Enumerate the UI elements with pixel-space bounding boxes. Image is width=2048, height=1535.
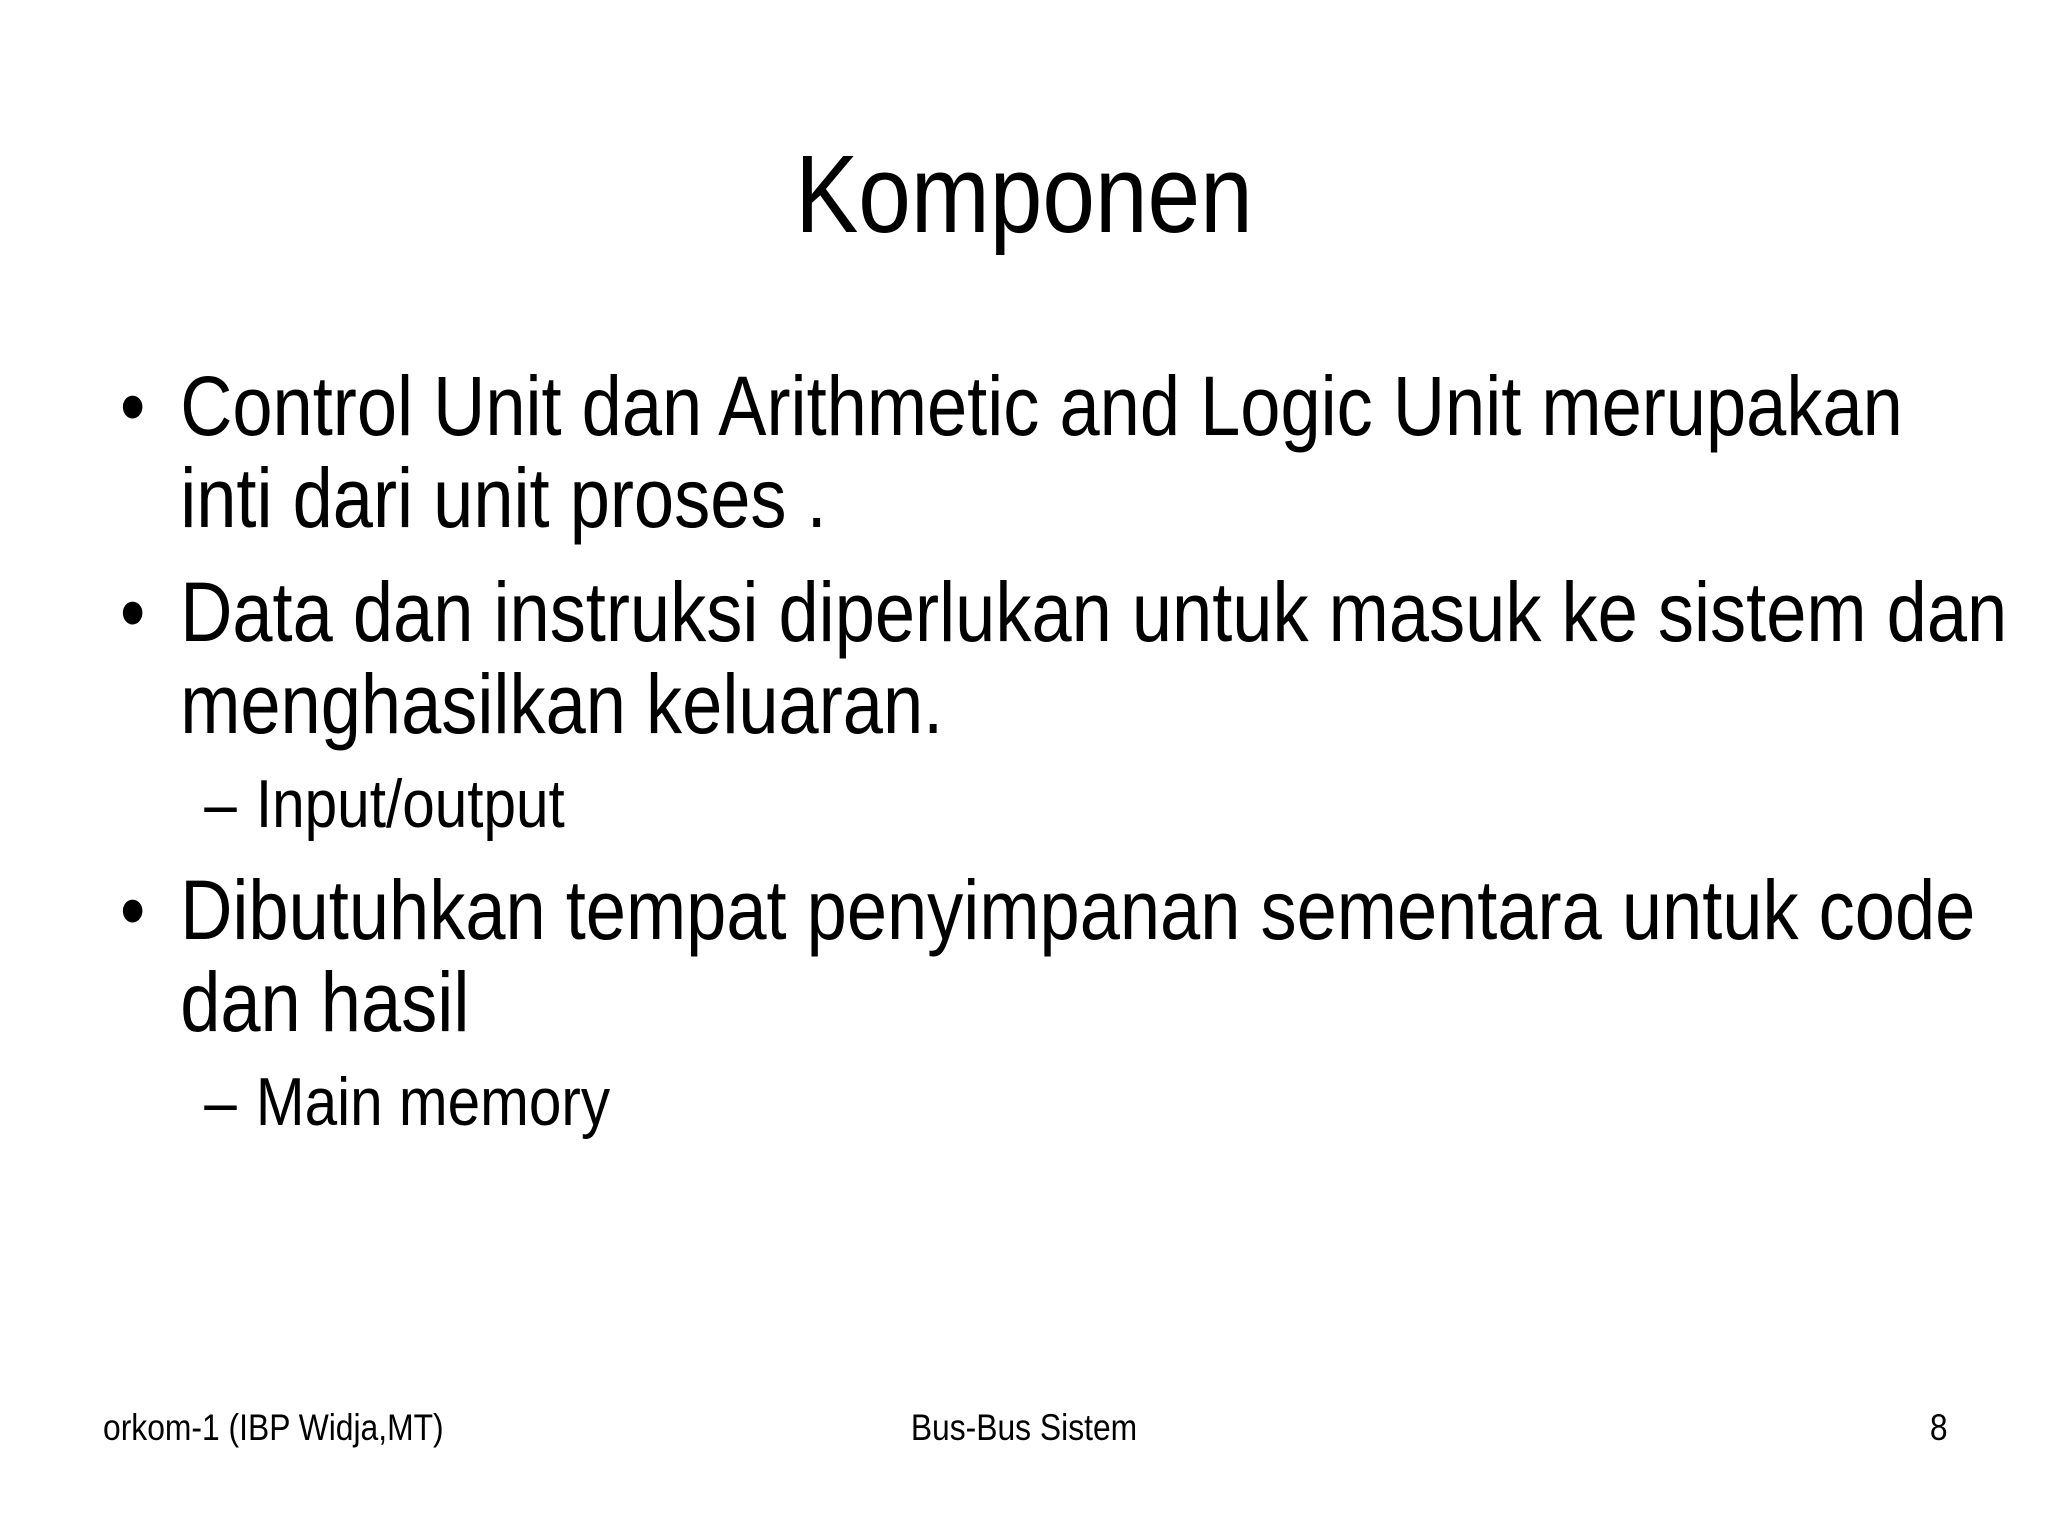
sub-bullet-item — [120, 1064, 2048, 1140]
slide-title: Komponen — [795, 133, 1253, 256]
slide-content — [120, 359, 2008, 1162]
sub-bullet-text: Main memory — [255, 1064, 611, 1140]
bullet-marker: • — [120, 565, 146, 659]
bullet-marker: • — [120, 359, 146, 453]
footer-author: orkom-1 (IBP Widja,MT) — [103, 1407, 444, 1448]
sub-bullet-item — [120, 766, 2048, 842]
bullet-text: Data dan instruksi diperlukan untuk masuk ke sistem dan menghasilkan keluaran. — [180, 565, 2008, 751]
bullet-item — [120, 864, 2012, 1048]
dash-marker: – — [204, 766, 237, 842]
bullet-item — [120, 360, 2012, 544]
sub-bullet-text: Input/output — [255, 766, 565, 842]
bullet-text: Dibutuhkan tempat penyimpanan sementara untuk code dan hasil — [180, 863, 1976, 1049]
bullet-text: Control Unit dan Arithmetic and Logic Unit merupakan inti dari unit proses . — [180, 359, 1903, 545]
footer-topic: Bus-Bus Sistem — [910, 1407, 1138, 1448]
page-number: 8 — [1930, 1407, 1948, 1448]
dash-marker: – — [204, 1064, 237, 1140]
bullet-item — [120, 566, 2012, 750]
bullet-marker: • — [120, 863, 146, 957]
